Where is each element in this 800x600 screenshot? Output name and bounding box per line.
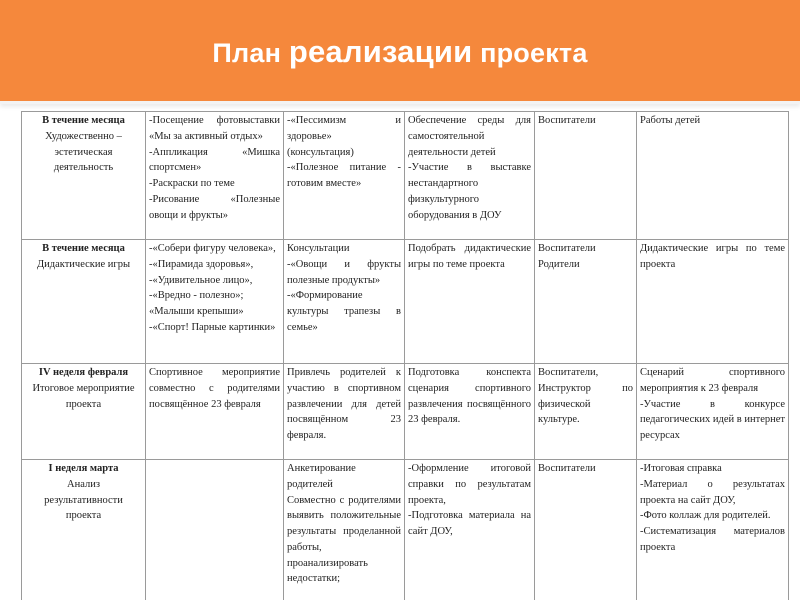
cell-line: -Материал о результатах проекта на сайт ДОУ, xyxy=(640,478,785,506)
period-heading: В течение месяца xyxy=(42,115,125,126)
cell-line: -Участие в конкурсе педагогических идей в интернет ресурсах xyxy=(640,398,785,441)
cell-line: -Итоговая справка xyxy=(640,463,722,474)
activity-type-text: Анализ xyxy=(67,478,100,490)
cell-line: -Подготовка материала на сайт ДОУ, xyxy=(408,510,531,537)
parents-work-cell xyxy=(284,240,405,364)
cell-line: -«Овощи и фрукты полезные продукты» xyxy=(287,258,401,286)
teachers-work-cell xyxy=(405,460,535,600)
activity-type-text: деятельность xyxy=(53,162,114,174)
children-activity-cell xyxy=(146,364,284,460)
table-row xyxy=(22,460,789,600)
title-part-2: реализации xyxy=(288,34,473,69)
cell-line: «Малыши крепыши» xyxy=(149,306,244,317)
children-activity-cell xyxy=(146,112,284,240)
cell-line: Консультации xyxy=(287,243,350,254)
title-part-1: План xyxy=(212,38,289,68)
cell-line: Дидактические игры по теме проекта xyxy=(640,243,785,270)
activity-type-text: проекта xyxy=(65,398,102,410)
cell-line: -Аппликация «Мишка спортсмен» xyxy=(149,146,280,174)
period-cell xyxy=(22,240,146,364)
result-cell xyxy=(637,240,789,364)
teachers-work-cell xyxy=(405,364,535,460)
activity-type-text: Дидактические игры xyxy=(36,258,131,270)
cell-line: Обеспечение среды для самостоятельной деятельности детей xyxy=(408,115,531,158)
cell-line: Совместно с родителями выявить положительные результаты проделанной работы, проанализировать недостатки; xyxy=(287,494,401,585)
parents-work-cell xyxy=(284,460,405,600)
cell-line: -Участие в выставке нестандартного физкультурного оборудования в ДОУ xyxy=(408,162,531,221)
table-body xyxy=(22,112,789,600)
cell-line: Воспитатели xyxy=(538,243,596,254)
result-cell xyxy=(637,112,789,240)
table-row xyxy=(22,240,789,364)
cell-line: Инструктор по физической культуре. xyxy=(538,382,633,426)
project-plan-table xyxy=(21,111,789,600)
period-heading: В течение месяца xyxy=(42,243,125,254)
cell-line: -Посещение фотовыставки «Мы за активный отдых» xyxy=(149,115,280,142)
cell-line: -«Полезное питание - готовим вместе» xyxy=(287,162,401,189)
cell-line: -«Собери фигуру человека», xyxy=(149,243,276,254)
teachers-work-cell xyxy=(405,240,535,364)
parents-work-cell xyxy=(284,112,405,240)
children-activity-cell xyxy=(146,240,284,364)
children-activity-cell xyxy=(146,460,284,600)
activity-type-text: результативности xyxy=(44,494,123,506)
cell-line: Воспитатели xyxy=(538,115,596,126)
activity-type-text: Художественно – xyxy=(45,130,122,142)
responsible-cell xyxy=(535,112,637,240)
table-row xyxy=(22,112,789,240)
cell-line: Воспитатели, xyxy=(538,367,599,378)
cell-line: Работы детей xyxy=(640,115,701,126)
title-banner xyxy=(0,0,800,104)
cell-line: -Раскраски по теме xyxy=(149,178,235,189)
cell-line: Воспитатели xyxy=(538,463,596,474)
activity-type-text: проекта xyxy=(65,510,102,522)
parents-work-cell xyxy=(284,364,405,460)
period-heading: IV неделя февраля xyxy=(38,367,129,378)
period-cell xyxy=(22,460,146,600)
cell-line: Спортивное мероприятие совместно с родителями посвящённое 23 февраля xyxy=(149,367,280,410)
title-part-3: проекта xyxy=(472,38,588,68)
period-cell xyxy=(22,112,146,240)
cell-line: Родители xyxy=(538,258,580,270)
table-row xyxy=(22,364,789,460)
period-cell xyxy=(22,364,146,460)
teachers-work-cell xyxy=(405,112,535,240)
cell-line: Подобрать дидактические игры по теме проекта xyxy=(408,243,531,270)
cell-line: -«Формирование культуры трапезы в семье» xyxy=(287,290,401,333)
cell-line: -Систематизация материалов проекта xyxy=(640,526,785,553)
result-cell xyxy=(637,460,789,600)
responsible-cell xyxy=(535,240,637,364)
activity-type-text: Итоговое мероприятие xyxy=(32,382,135,394)
result-cell xyxy=(637,364,789,460)
cell-line: Сценарий спортивного мероприятия к 23 февраля xyxy=(640,367,785,394)
cell-line: -«Пирамида здоровья», xyxy=(149,258,254,270)
cell-line: -«Удивительное лицо», xyxy=(149,274,253,286)
cell-line: -Рисование «Полезные овощи и фрукты» xyxy=(149,193,280,221)
activity-type-text: эстетическая xyxy=(54,146,113,158)
responsible-cell xyxy=(535,460,637,600)
cell-line: -«Спорт! Парные картинки» xyxy=(149,321,276,333)
cell-line: -Фото коллаж для родителей. xyxy=(640,510,771,522)
cell-line: Анкетирование родителей xyxy=(287,463,356,490)
cell-line: -«Пессимизм и здоровье» xyxy=(287,115,401,142)
period-heading: I неделя марта xyxy=(48,463,119,474)
page-title xyxy=(0,34,800,70)
cell-line: (консультация) xyxy=(287,146,354,158)
cell-line: -Оформление итоговой справки по результатам проекта, xyxy=(408,463,531,506)
cell-line: Привлечь родителей к участию в спортивном развлечении для детей посвящённом 23 февраля. xyxy=(287,367,401,441)
cell-line: Подготовка конспекта сценария спортивного развлечения посвящённого 23 февраля. xyxy=(408,367,531,426)
cell-line: -«Вредно - полезно»; xyxy=(149,290,244,302)
responsible-cell xyxy=(535,364,637,460)
